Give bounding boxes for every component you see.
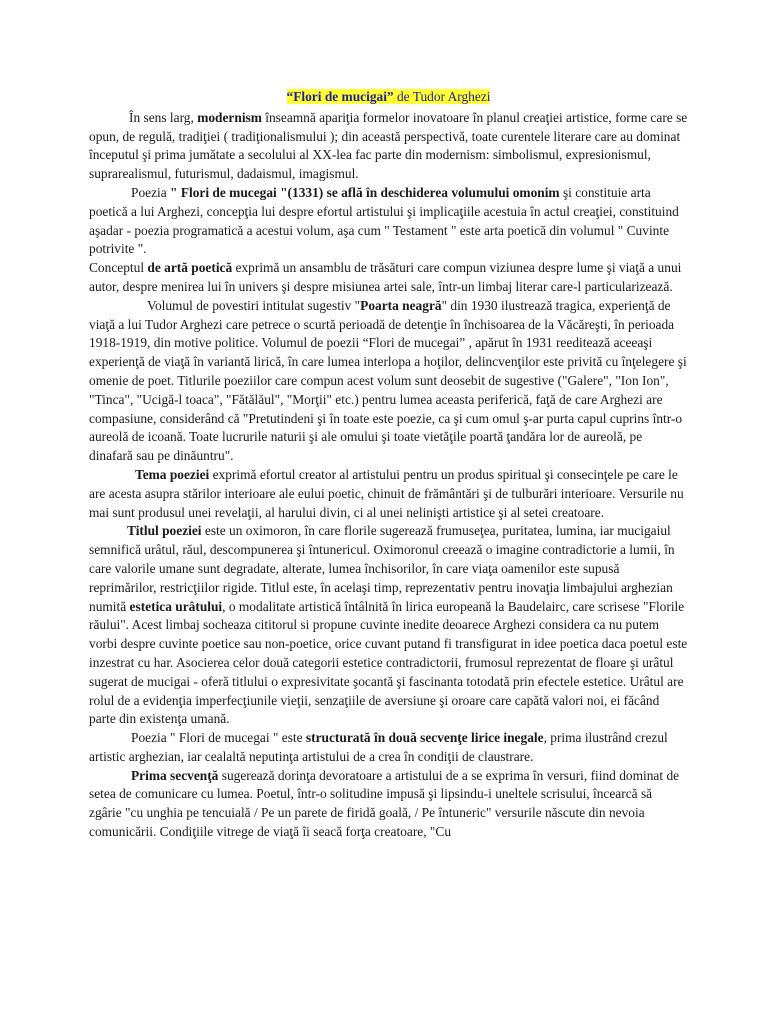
paragraph-tema (89, 466, 688, 522)
bold-run: Prima secvenţă (131, 767, 219, 783)
bold-run: structurată în două secvenţe lirice inegale (305, 730, 544, 746)
text-run: Conceptul (89, 260, 148, 276)
bold-run: Titlul poeziei (127, 523, 202, 539)
bold-run: de artă poetică (147, 260, 233, 276)
text-run: înseamnă apariţia formelor inovatoare în planul creaţiei artistice, forme care se opun, de regulă, tradiţiei ( tradiţionalismului ); din această perspectivă, toate curentele literare care au dominat începutul şi prima jumătate a secolului al XX-lea fac parte din modernism: simbolismul, expresionismul, suprarealismul, futurismul, dadaismul, imagismul. (89, 109, 688, 182)
paragraph-structura (89, 729, 688, 767)
bold-run: Tema poeziei (135, 466, 210, 482)
text-run: Poezia " Flori de mucegai " este (131, 730, 306, 746)
title-poem-name: “Flori de mucigai” (286, 89, 394, 104)
text-run: Volumul de povestiri intitulat sugestiv " (147, 297, 361, 313)
bold-run: " Flori de mucegai "(1331) se află în deschiderea volumului omonim (170, 184, 560, 200)
bold-run: modernism (197, 109, 262, 125)
paragraph-titlul (89, 522, 688, 729)
bold-run: estetica urâtului (129, 598, 223, 614)
text-run: , prima ilustrând crezul artistic arghezian, iar cealaltă neputinţa artistului de a crea în condiţii de claustrare. (89, 730, 668, 764)
text-run: , o modalitate artistică întâlnită în lirica europeană la Baudelairc, care scrisese "Florile răului". Acest limbaj socheaza cititorul si propune cuvinte inedite deoarece Arghezi considera ca nu putem vorbi despre cuvinte poetice sau non-poetice, orice cuvant putand fi transfigurat in idee poetica daca poetul este inzestrat cu har. Asocierea celor două categorii estetice contradictorii, frumosul reprezentat de floare şi urâtul sugerat de mucigai - oferă titlului o expresivitate şocantă şi fascinanta totodată prin efectele estetice. Urâtul are rolul de a evidenţia imperfecţiunile vieţii, senzaţiile de aversiune şi oroare care capătă valori noi, ei făcând parte din existenţa umană. (89, 598, 688, 727)
document-title (89, 88, 688, 107)
paragraph-poem-intro (89, 184, 688, 259)
text-run: Poezia (131, 184, 171, 200)
paragraph-poarta-neagra (89, 297, 688, 466)
paragraph-prima-secventa (89, 767, 688, 842)
paragraph-modernism (89, 109, 688, 184)
paragraph-art-poetica (89, 259, 688, 297)
text-run: exprimă efortul creator al artistului pentru un produs spiritual şi consecinţele pe care le are acesta asupra stărilor interioare ale eului poetic, chinuit de frământări şi de tulburări interioare. Versurile nu mai sunt produsul unei revelaţii, al harului divin, ci al unei nelinişti artistice şi al setei creatoare. (89, 466, 684, 520)
title-author: de Tudor Arghezi (393, 89, 491, 104)
text-run: sugerează dorinţa devoratoare a artistului de a se exprima în versuri, fiind dominat de setea de comunicare cu lumea. Poetul, într-o solitudine impusă şi lipsindu-i uneltele scrisului, încearcă să zgârie "cu unghia pe tencuială / Pe un parete de firidă goală, / Pe întuneric" versurile născute din nevoia comunicării. Condiţiile vitrege de viaţă îi seacă forţa creatoare, "Cu (89, 767, 680, 840)
bold-run: Poarta neagră (360, 297, 442, 313)
text-run: exprimă un ansamblu de trăsături care compun viziunea despre lume şi viaţă a unui autor, despre menirea lui în univers şi despre misiunea artei sale, într-un limbaj literar care-l particularizează. (89, 260, 682, 294)
text-run: este un oximoron, în care florile sugerează frumuseţea, puritatea, lumina, iar mucigaiul semnifică urâtul, răul, descompunerea şi întunericul. Oximoronul creează o imagine contradictorie a lumii, în care valorile umane sunt degradate, alterate, lumea închisorilor, în care viaţa oamenilor este supusă reprimărilor, restricţiilor rigide. Titlul este, în acelaşi timp, reprezentativ pentru inovaţia limbajului arghezian numită (89, 523, 675, 614)
text-run: " din 1930 ilustrează tragica, experienţă de viaţă a lui Tudor Arghezi care petrece o scurtă perioadă de detenţie în închisoarea de la Văcăreşti, în perioada 1918-1919, din motive politice. Volumul de poezii “Flori de mucegai” , apărut în 1931 reeditează aceeaşi experienţă de viaţă în variantă lirică, în care lumea interlopa a hoţilor, delincvenţilor este privită cu înţelegere şi omenie de poet. Titlurile poeziilor care compun acest volum sunt deosebit de sugestive ("Galere", "Ion Ion", "Tinca", "Ucigă-l toaca", "Fătălăul", "Morţii" etc.) pentru lumea aceasta periferică, faţă de care Arghezi are compasiune, considerând că "Pretutindeni şi în toate este poezie, ca şi cum omul ş-ar purta capul cuprins într-o aureolă de icoană. Toate lucrurile naturii şi ale omului şi toate vietăţile poartă ţandăra lor de aureolă, pe dinafară sau pe dinăuntru". (89, 297, 687, 464)
text-run: În sens larg, (129, 109, 198, 125)
text-run: şi constituie arta poetică a lui Arghezi, concepţia lui despre efortul artistului şi implicaţiile acestuia în actul creaţiei, constituind aşadar - poezia programatică a acestui volum, aşa cum " Testament " este arta poetică din volumul " Cuvinte potrivite ". (89, 184, 679, 257)
